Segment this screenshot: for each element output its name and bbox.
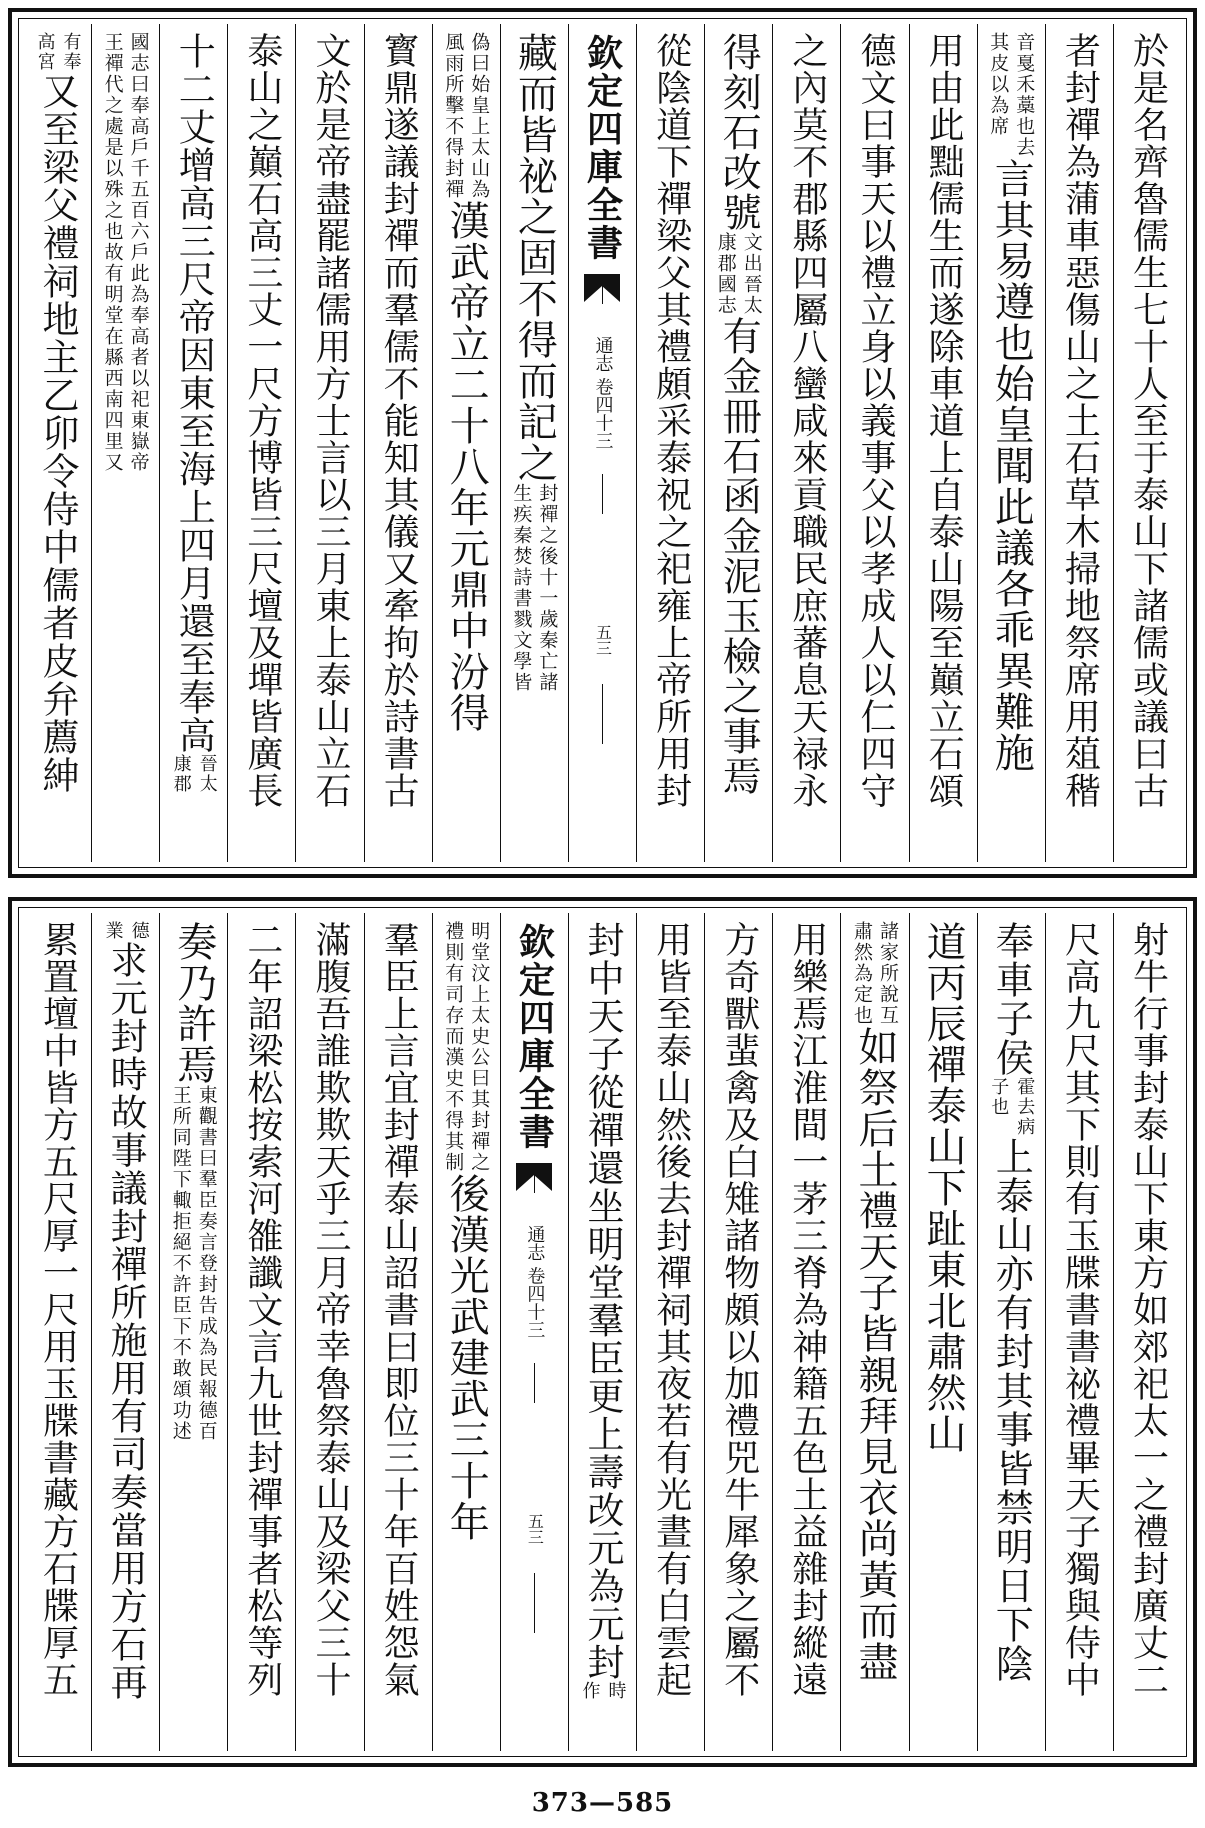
main-text: 尺高九尺其下則有玉牒書書祕禮畢天子獨與侍中 [1059,921,1101,1698]
main-text: 用由此黜儒生而遂除車道上自泰山陽至巔立石頌 [923,32,965,809]
book-title: 欽定四庫全書 [581,34,624,262]
text-column [840,24,908,862]
text-column [772,24,840,862]
note-line: 王禪代之處是以殊之也故有明堂在縣西南四里又 [101,32,124,473]
commentary-note [100,32,152,473]
commentary-note [508,483,560,693]
text-column [364,913,432,1751]
column-body [849,913,901,1751]
column-body [1059,913,1101,1751]
rule-line [602,684,603,744]
commentary-note [985,32,1037,158]
top-page-panel [8,8,1197,878]
note-line: 高宮 [34,32,56,72]
note-line: 其皮以為席 [987,32,1010,137]
text-column [159,24,227,862]
text-column [24,24,91,862]
rule-line [534,1163,535,1193]
text-column [704,24,772,862]
column-body [508,24,560,862]
column-body [576,913,628,1751]
main-text: 文於是帝盡罷諸儒用方士言以三月東上泰山立石 [309,32,351,809]
column-body [1127,24,1169,862]
note-line: 康郡國志 [714,232,737,316]
text-column [227,913,295,1751]
main-text: 射牛行事封泰山下東方如郊祀太一之禮封廣丈二 [1127,921,1169,1698]
main-text: 漢武帝立二十八年元鼎中汾得 [443,200,490,733]
main-text: 道丙辰禪泰山下趾東北肅然山 [920,921,967,1454]
note-line: 國志曰奉高戶千五百六戶此為奉高者以祀東嶽帝 [127,32,150,473]
column-body [100,913,152,1751]
note-line: 有奉 [60,32,82,72]
main-text: 之內莫不郡縣四屬八蠻咸來貢職民庶蕃息天禄永 [786,32,828,809]
main-text: 後漢光武建武三十年 [443,1173,490,1542]
text-column [500,24,568,862]
commentary-note [168,1085,220,1442]
main-text: 有金冊石函金泥玉檢之事焉 [716,316,762,796]
column-body [650,24,692,862]
column-body [923,24,965,862]
note-line: 德 [128,921,150,941]
commentary-note [849,921,901,1026]
text-column [636,913,704,1751]
column-body [786,24,828,862]
text-column [1113,913,1181,1751]
note-line: 東觀書曰羣臣奏言登封告成為民報德百 [195,1085,218,1442]
main-text: 十二丈增高三尺帝因東至海上四月還至奉高 [172,32,216,754]
main-text: 如祭后土禮天子皆親拜見衣尚黃而盡 [851,1026,898,1682]
commentary-note [31,32,83,72]
main-text: 用樂焉江淮間一茅三脊為神籍五色土益雜封縱遠 [786,921,828,1698]
main-text: 用皆至泰山然後去封禪祠其夜若有光晝有白雲起 [650,921,692,1698]
page-number: 373—585 [531,1788,674,1818]
note-line: 王所同陛下輙拒絕不許臣下不敢頌功述 [169,1085,192,1442]
column-body [1127,913,1169,1751]
main-text: 求元封時故事議封禪所施用有司奏當用方石再 [104,941,148,1701]
chapter-label: 通志 卷四十三 [592,336,614,450]
chapter-label: 通志 卷四十三 [524,1225,546,1339]
note-line: 偽曰始皇上太山為 [468,32,491,200]
main-text: 藏而皆祕之固不得而記之 [511,32,558,483]
text-column [364,24,432,862]
column-body [786,913,828,1751]
text-column [636,24,704,862]
column-body [985,913,1037,1751]
text-column [704,913,772,1751]
column-body [440,913,492,1751]
text-column [432,913,500,1751]
text-column [295,24,363,862]
column-body [309,24,351,862]
folio-number: 五三 [593,624,613,656]
main-text: 又至梁父禮祠地主乙卯令侍中儒者皮弁薦紳 [35,72,79,794]
text-column [1045,913,1113,1751]
text-column [91,913,159,1751]
note-line: 封禪之後十一歲秦亡諸 [536,483,559,693]
column-body [985,24,1037,862]
folio-number: 五三 [525,1513,545,1545]
note-line: 生疾秦焚詩書戮文學皆 [510,483,533,693]
text-column [909,24,977,862]
text-column [909,913,977,1751]
rule-line [534,1363,535,1403]
note-line: 霍去病 [1014,1077,1036,1137]
column-body [168,24,220,862]
main-text: 於是名齊魯儒生七十人至于泰山下諸儒或議曰古 [1127,32,1169,809]
note-line: 作 [579,1681,601,1701]
text-column [977,24,1045,862]
text-column [159,913,227,1751]
commentary-note [713,232,765,316]
text-column [1045,24,1113,862]
main-text: 滿腹吾誰欺欺天乎三月帝幸魯祭泰山及梁父三十 [309,921,351,1698]
text-column [432,24,500,862]
note-line: 肅然為定也 [850,921,873,1026]
text-column [568,24,636,862]
column-body [1059,24,1101,862]
text-column [91,24,159,862]
main-text: 從陰道下禪梁父其禮頗采泰祝之祀雍上帝所用封 [650,32,692,809]
note-line: 諸家所說互 [876,921,899,1026]
text-column [1113,24,1181,862]
text-column [295,913,363,1751]
column-body [920,913,967,1751]
column-body [440,24,492,862]
column-body [37,913,79,1751]
commentary-note [576,1681,628,1701]
note-line: 禮則有司存而漢史不得其制 [442,921,465,1173]
note-line: 文出晉太 [740,232,763,316]
text-column [977,913,1045,1751]
main-text: 二年詔梁松按索河雒讖文言九世封禪事者松等列 [241,921,283,1698]
column-body [309,913,351,1751]
text-column [227,24,295,862]
text-column [772,913,840,1751]
main-text: 奏乃許焉 [170,921,217,1085]
column-body [100,24,152,862]
note-line: 子也 [988,1077,1010,1117]
main-text: 者封禪為蒲車惡傷山之土石草木掃地祭席用葅稭 [1059,32,1101,809]
note-line: 業 [102,921,124,941]
note-line: 音戛禾藁也去 [1013,32,1036,158]
main-text: 寳鼎遂議封禪而羣儒不能知其儀又牽拘於詩書古 [378,32,420,809]
main-text: 方奇獸蜚禽及白雉諸物頗以加禮兕牛犀象之屬不 [718,921,760,1698]
note-line: 康郡 [170,754,192,794]
main-text: 累置壇中皆方五尺厚一尺用玉牒書藏方石牒厚五 [37,921,79,1698]
text-column [568,913,636,1751]
book-title: 欽定四庫全書 [513,923,556,1151]
column-body [241,24,283,862]
main-text: 羣臣上言宜封禪泰山詔書曰即位三十年百姓怨氣 [378,921,420,1698]
page-header-column [501,913,568,1751]
column-body [718,913,760,1751]
text-column [500,913,568,1751]
note-line: 風雨所擊不得封禪 [442,32,465,200]
commentary-note [168,754,220,794]
column-body [854,24,896,862]
commentary-note [440,921,492,1173]
main-text: 言其易遵也始皇聞此議各乖異難施 [988,158,1035,773]
commentary-note [440,32,492,200]
rule-line [534,1573,535,1633]
column-body [241,913,283,1751]
bottom-page-panel [8,897,1197,1767]
page-header-column [569,24,636,862]
column-body [713,24,765,862]
main-text: 德文曰事天以禮立身以義事父以孝成人以仁四守 [854,32,896,809]
note-line: 晉太 [196,754,218,794]
column-body [168,913,220,1751]
note-line: 時 [605,1681,627,1701]
main-text: 上泰山亦有封其事皆禁明日下陰 [989,1137,1034,1683]
top-columns [24,24,1181,862]
main-text: 泰山之巔石高三丈一尺方博皆三尺壇及墠皆廣長 [241,32,283,809]
bottom-columns [24,913,1181,1751]
commentary-note [100,921,152,941]
column-body [378,913,420,1751]
commentary-note [985,1077,1037,1137]
column-body [378,24,420,862]
rule-line [602,474,603,514]
note-line: 明堂汶上太史公曰其封禪之 [468,921,491,1173]
text-column [840,913,908,1751]
column-body [31,24,83,862]
text-column [24,913,91,1751]
main-text: 奉車子侯 [989,921,1034,1077]
main-text: 封中天子從禪還坐明堂羣臣更上壽改元為元封 [580,921,624,1681]
column-body [650,913,692,1751]
main-text: 得刻石改號 [716,32,762,232]
rule-line [602,274,603,304]
